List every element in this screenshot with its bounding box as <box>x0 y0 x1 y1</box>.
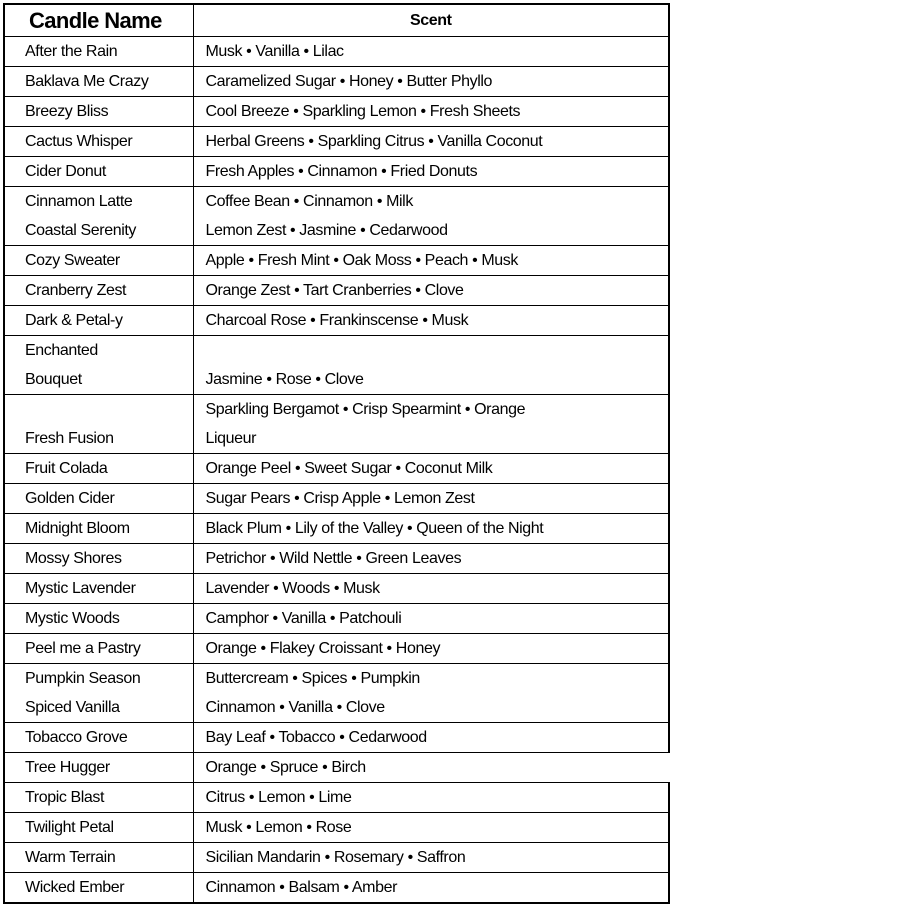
candle-name-cell-text: Fruit Colada <box>25 459 108 477</box>
candle-name-cell-text: Fresh Fusion <box>25 429 114 447</box>
candle-name-cell <box>4 335 193 394</box>
scent-cell <box>193 573 669 603</box>
candle-name-cell <box>4 66 193 96</box>
candle-name-cell <box>4 603 193 633</box>
scent-cell <box>193 305 669 335</box>
scent-cell <box>193 483 669 513</box>
scent-cell <box>193 782 669 812</box>
table-row <box>4 543 669 573</box>
scent-cell-text: Lavender • Woods • Musk <box>205 579 380 597</box>
table-row <box>4 305 669 335</box>
candle-name-cell-text: Mystic Woods <box>25 609 120 627</box>
candle-name-cell <box>4 96 193 126</box>
candle-name-cell <box>4 722 193 752</box>
table-row <box>4 782 669 812</box>
candle-name-cell-text: Tropic Blast <box>25 788 105 806</box>
scent-cell-text: Citrus • Lemon • Lime <box>205 788 352 806</box>
table-row <box>4 335 669 394</box>
scent-cell <box>193 335 669 394</box>
candle-name-cell-text: Bouquet <box>25 370 82 388</box>
candle-name-cell <box>4 752 193 782</box>
table-row <box>4 812 669 842</box>
scent-cell <box>193 453 669 483</box>
scent-cell-text: Sugar Pears • Crisp Apple • Lemon Zest <box>205 489 475 507</box>
table-row <box>4 275 669 305</box>
scent-cell-text: Sicilian Mandarin • Rosemary • Saffron <box>205 848 466 866</box>
table-row <box>4 36 669 66</box>
candle-name-cell-text: Dark & Petal-y <box>25 311 123 329</box>
scent-cell-text: Coffee Bean • Cinnamon • Milk <box>205 192 413 210</box>
table-row <box>4 126 669 156</box>
candle-name-cell <box>4 782 193 812</box>
column-header-scent: Scent <box>193 4 669 36</box>
scent-cell-text: Orange Zest • Tart Cranberries • Clove <box>205 281 464 299</box>
table-header <box>4 4 669 36</box>
scent-cell-text: Orange • Flakey Croissant • Honey <box>205 639 441 657</box>
scent-cell-text: Apple • Fresh Mint • Oak Moss • Peach • Musk <box>205 251 518 269</box>
scent-cell-text: Fresh Apples • Cinnamon • Fried Donuts <box>205 162 478 180</box>
scent-cell <box>193 603 669 633</box>
scent-cell-text: Petrichor • Wild Nettle • Green Leaves <box>205 549 462 567</box>
table-row <box>4 186 669 245</box>
scent-cell-text: Musk • Vanilla • Lilac <box>205 42 344 60</box>
table-row <box>4 872 669 903</box>
candle-name-cell-text: Peel me a Pastry <box>25 639 141 657</box>
candle-name-cell-text: Cactus Whisper <box>25 132 133 150</box>
candle-name-cell <box>4 275 193 305</box>
candle-name-cell-text: After the Rain <box>25 42 118 60</box>
scent-cell <box>193 633 669 663</box>
table-row <box>4 245 669 275</box>
candle-name-cell <box>4 663 193 722</box>
scent-cell-text: Orange • Spruce • Birch <box>205 758 366 776</box>
table-row <box>4 66 669 96</box>
candle-name-cell-text: Baklava Me Crazy <box>25 72 149 90</box>
scent-cell <box>193 513 669 543</box>
candle-name-cell <box>4 633 193 663</box>
scent-cell-text: Lemon Zest • Jasmine • Cedarwood <box>205 221 448 239</box>
candle-name-cell-text: Coastal Serenity <box>25 221 136 239</box>
candle-name-cell-text: Mystic Lavender <box>25 579 136 597</box>
candle-name-cell-text: Midnight Bloom <box>25 519 130 537</box>
table-row <box>4 394 669 453</box>
scent-cell-text: Cinnamon • Balsam • Amber <box>205 878 398 896</box>
table-row <box>4 573 669 603</box>
scent-cell-text: Buttercream • Spices • Pumpkin <box>205 669 420 687</box>
table-row <box>4 842 669 872</box>
scent-cell-text: Black Plum • Lily of the Valley • Queen of the Night <box>205 519 544 537</box>
scent-cell <box>193 156 669 186</box>
scent-cell <box>193 186 669 245</box>
candle-name-cell <box>4 126 193 156</box>
scent-cell-text: Bay Leaf • Tobacco • Cedarwood <box>205 728 427 746</box>
candle-name-cell-text: Golden Cider <box>25 489 115 507</box>
candle-name-cell-text: Wicked Ember <box>25 878 125 896</box>
scent-cell <box>193 722 669 752</box>
table-row <box>4 752 669 782</box>
header-row <box>4 4 669 36</box>
scent-cell-text: Cinnamon • Vanilla • Clove <box>205 698 385 716</box>
candle-name-cell-text: Pumpkin Season <box>25 669 141 687</box>
candle-name-cell <box>4 872 193 903</box>
candle-name-cell-text: Tobacco Grove <box>25 728 128 746</box>
scent-cell <box>193 66 669 96</box>
scent-cell-text: Jasmine • Rose • Clove <box>205 370 364 388</box>
candle-name-cell <box>4 245 193 275</box>
candle-name-cell-text: Cozy Sweater <box>25 251 120 269</box>
candle-name-cell-text: Twilight Petal <box>25 818 114 836</box>
scent-cell-text: Charcoal Rose • Frankinscense • Musk <box>205 311 469 329</box>
table-row <box>4 453 669 483</box>
candle-name-cell <box>4 36 193 66</box>
scent-cell-text: Cool Breeze • Sparkling Lemon • Fresh Sheets <box>205 102 521 120</box>
scent-cell <box>193 245 669 275</box>
candle-name-cell <box>4 573 193 603</box>
candle-name-cell-text: Cranberry Zest <box>25 281 127 299</box>
table-row <box>4 722 669 752</box>
candle-name-cell-text: Cider Donut <box>25 162 106 180</box>
candle-name-cell <box>4 305 193 335</box>
scent-cell-text: Musk • Lemon • Rose <box>205 818 352 836</box>
table-row <box>4 603 669 633</box>
scent-cell <box>193 663 669 722</box>
candle-name-cell <box>4 842 193 872</box>
candle-name-cell <box>4 186 193 245</box>
scent-cell-text: Orange Peel • Sweet Sugar • Coconut Milk <box>205 459 493 477</box>
candle-name-cell <box>4 394 193 453</box>
scent-cell <box>193 842 669 872</box>
table-row <box>4 483 669 513</box>
candle-name-cell <box>4 453 193 483</box>
candle-name-cell-text: Breezy Bliss <box>25 102 109 120</box>
candle-name-cell-text: Warm Terrain <box>25 848 116 866</box>
table-row <box>4 663 669 722</box>
scent-cell <box>193 275 669 305</box>
scent-cell <box>193 872 669 903</box>
table-body <box>4 36 669 903</box>
table-row <box>4 633 669 663</box>
candle-name-cell-text: Tree Hugger <box>25 758 110 776</box>
candle-name-cell-text: Enchanted <box>25 341 98 359</box>
scent-cell <box>193 752 669 782</box>
scent-cell <box>193 812 669 842</box>
scent-cell <box>193 36 669 66</box>
candle-name-cell <box>4 812 193 842</box>
scent-cell-text: Camphor • Vanilla • Patchouli <box>205 609 402 627</box>
column-header-candle-name: Candle Name <box>4 4 193 36</box>
scent-cell-text: Caramelized Sugar • Honey • Butter Phyllo <box>205 72 492 90</box>
candle-scent-table <box>3 3 670 904</box>
scent-cell <box>193 543 669 573</box>
candle-name-cell-text: Mossy Shores <box>25 549 122 567</box>
scent-cell <box>193 126 669 156</box>
scent-cell-text: Herbal Greens • Sparkling Citrus • Vanilla Coconut <box>205 132 543 150</box>
table-row <box>4 513 669 543</box>
scent-cell <box>193 394 669 453</box>
table-row <box>4 96 669 126</box>
candle-name-cell-text: Cinnamon Latte <box>25 192 133 210</box>
table-row <box>4 156 669 186</box>
scent-cell-text: Liqueur <box>205 429 257 447</box>
candle-name-cell-text: Spiced Vanilla <box>25 698 120 716</box>
candle-name-cell <box>4 156 193 186</box>
scent-cell-text: Sparkling Bergamot • Crisp Spearmint • Orange <box>205 400 526 418</box>
candle-name-cell <box>4 513 193 543</box>
candle-name-cell <box>4 483 193 513</box>
candle-name-cell <box>4 543 193 573</box>
scent-cell <box>193 96 669 126</box>
